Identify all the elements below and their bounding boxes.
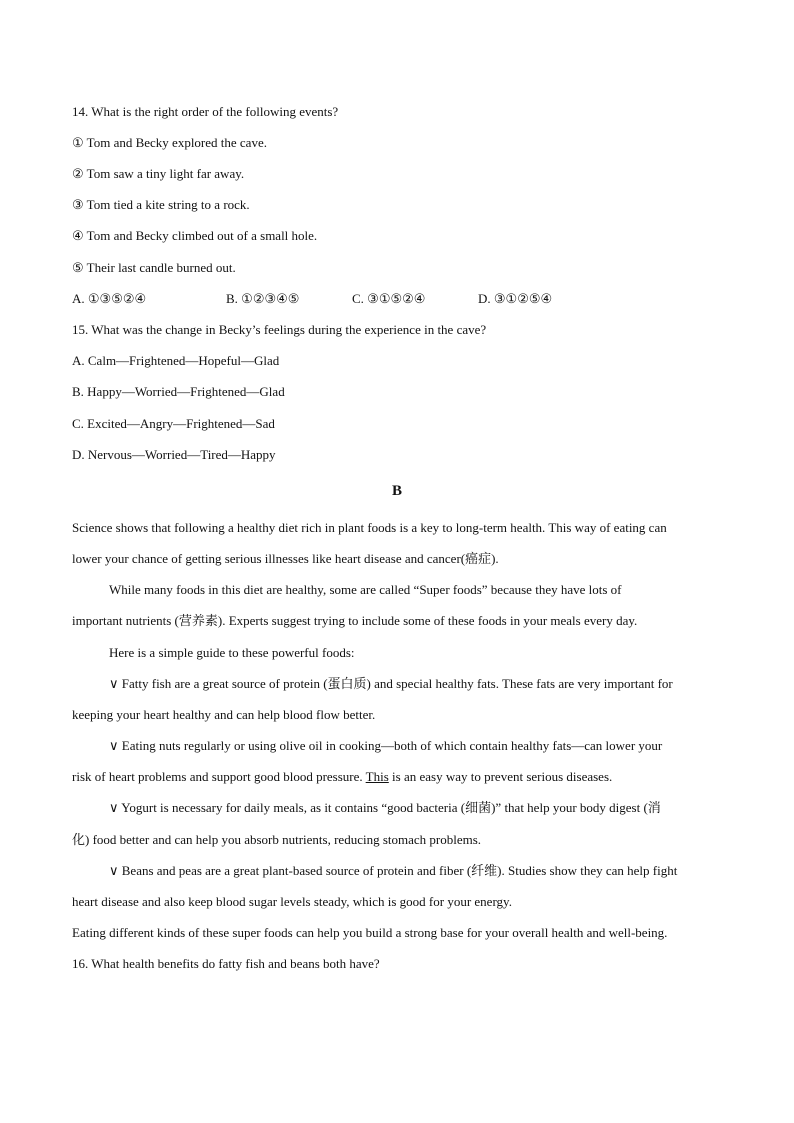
bullet-yogurt-line1: ∨ Yogurt is necessary for daily meals, as it contains “good bacteria (细菌)” that help your body digest (消 — [109, 800, 661, 815]
passage-p3: Here is a simple guide to these powerful foods: — [109, 645, 355, 660]
q15-option-d: D. Nervous—Worried—Tired—Happy — [72, 447, 276, 462]
bullet-beans-line1: ∨ Beans and peas are a great plant-based source of protein and fiber (纤维). Studies show they can help fight — [109, 863, 678, 878]
q14-question: 14. What is the right order of the following events? — [72, 104, 339, 119]
bullet-nuts-line2-pre: risk of heart problems and support good blood pressure. — [72, 769, 366, 784]
q15-option-a: A. Calm—Frightened—Hopeful—Glad — [72, 353, 280, 368]
bullet-fish-line2: keeping your heart healthy and can help blood flow better. — [72, 707, 376, 722]
q14-event-2: ② Tom saw a tiny light far away. — [72, 166, 245, 181]
q14-option-a: A. ①③⑤②④ — [72, 291, 147, 306]
q14-event-5: ⑤ Their last candle burned out. — [72, 260, 236, 275]
section-heading: B — [391, 483, 402, 499]
bullet-yogurt-line2: 化) food better and can help you absorb nutrients, reducing stomach problems. — [72, 832, 482, 847]
q14-event-1: ① Tom and Becky explored the cave. — [72, 135, 267, 150]
passage-p2-line2: important nutrients (营养素). Experts suggest trying to include some of these foods in your meals every day. — [72, 613, 638, 628]
q15-option-c: C. Excited—Angry—Frightened—Sad — [72, 416, 275, 431]
bullet-nuts-line2 — [72, 769, 612, 785]
q14-event-3: ③ Tom tied a kite string to a rock. — [72, 197, 250, 212]
q15-question: 15. What was the change in Becky’s feelings during the experience in the cave? — [72, 322, 487, 337]
bullet-fish-line1: ∨ Fatty fish are a great source of protein (蛋白质) and special healthy fats. These fats are very important for — [109, 676, 673, 691]
q14-event-4: ④ Tom and Becky climbed out of a small hole. — [72, 228, 318, 243]
bullet-nuts-line1: ∨ Eating nuts regularly or using olive oil in cooking—both of which contain healthy fats—can lower your — [109, 738, 663, 753]
underlined-word-this: This — [365, 769, 389, 784]
q16-question: 16. What health benefits do fatty fish and beans both have? — [72, 956, 380, 971]
q14-option-b: B. ①②③④⑤ — [226, 291, 300, 306]
passage-p1-line2: lower your chance of getting serious illnesses like heart disease and cancer(癌症). — [72, 551, 499, 566]
bullet-nuts-line2-post: is an easy way to prevent serious diseases. — [388, 769, 613, 784]
passage-p1-line1: Science shows that following a healthy diet rich in plant foods is a key to long-term health. This way of eating can — [72, 520, 667, 535]
passage-conclusion: Eating different kinds of these super foods can help you build a strong base for your overall health and well-being. — [72, 925, 668, 940]
q14-options — [72, 291, 722, 307]
q14-option-c: C. ③①⑤②④ — [352, 291, 426, 306]
q15-option-b: B. Happy—Worried—Frightened—Glad — [72, 384, 285, 399]
passage-p2-line1: While many foods in this diet are healthy, some are called “Super foods” because they have lots of — [109, 582, 622, 597]
q14-option-d: D. ③①②⑤④ — [478, 291, 553, 306]
bullet-beans-line2: heart disease and also keep blood sugar levels steady, which is good for your energy. — [72, 894, 512, 909]
